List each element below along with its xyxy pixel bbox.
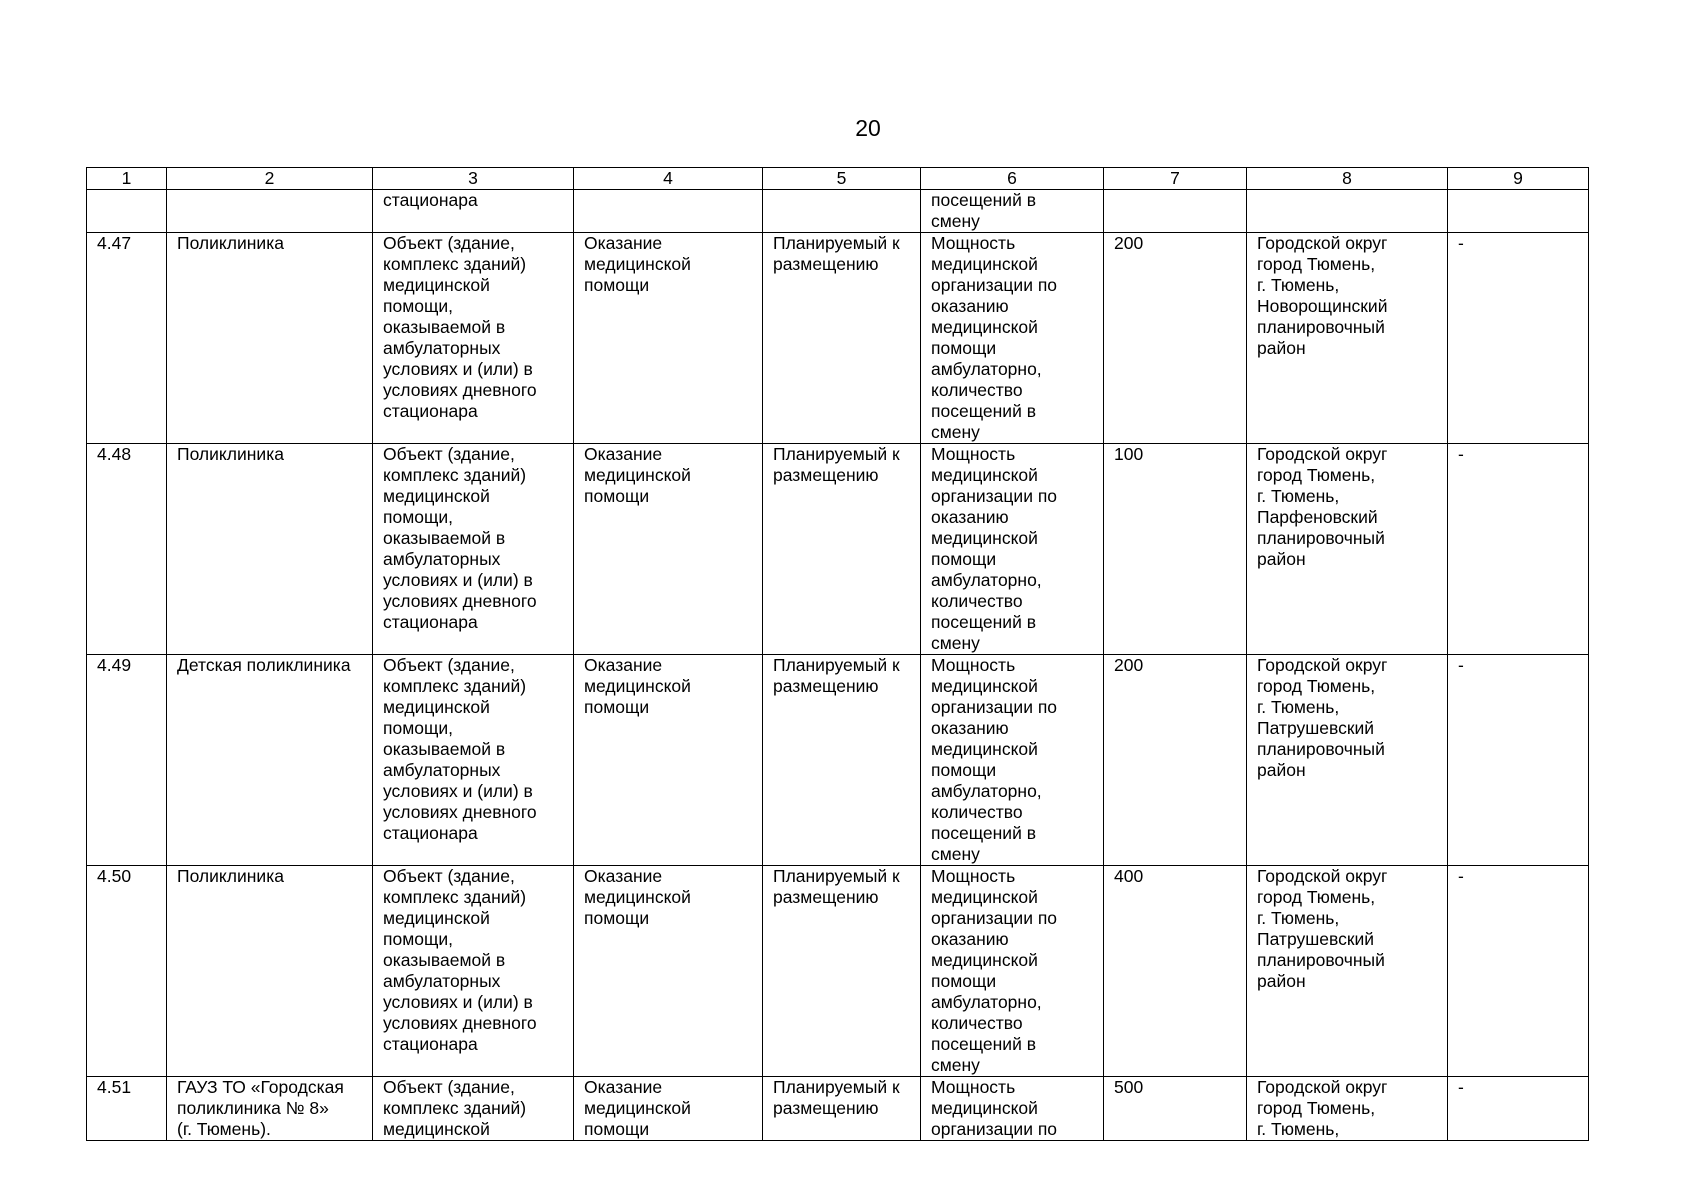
capacity-value: 200 [1104, 655, 1247, 866]
column-number: 4 [574, 168, 763, 190]
object-purpose: Оказание медицинской помощи [574, 866, 763, 1077]
table-row [87, 655, 1589, 866]
capacity-value: 500 [1104, 1077, 1247, 1141]
zone-note: - [1448, 655, 1589, 866]
column-number: 9 [1448, 168, 1589, 190]
column-number: 7 [1104, 168, 1247, 190]
object-name: Поликлиника [167, 866, 373, 1077]
capacity-description: Мощность медицинской организации по оказанию медицинской помощи амбулаторно, количество посещений в смену [921, 444, 1104, 655]
zone-note: - [1448, 1077, 1589, 1141]
object-status: Планируемый к размещению [763, 233, 921, 444]
facilities-table [86, 167, 1589, 1141]
object-name: Поликлиника [167, 444, 373, 655]
location: Городской округ город Тюмень, г. Тюмень, Парфеновский планировочный район [1247, 444, 1448, 655]
object-status: Планируемый к размещению [763, 655, 921, 866]
capacity-description: Мощность медицинской организации по оказанию медицинской помощи амбулаторно, количество посещений в смену [921, 866, 1104, 1077]
zone-note: - [1448, 444, 1589, 655]
object-type: Объект (здание, комплекс зданий) медицинской помощи, оказываемой в амбулаторных условиях и (или) в условиях дневного стационара [373, 655, 574, 866]
object-status: Планируемый к размещению [763, 866, 921, 1077]
capacity-value: 200 [1104, 233, 1247, 444]
table-row [87, 866, 1589, 1077]
row-number: 4.48 [87, 444, 167, 655]
object-type: Объект (здание, комплекс зданий) медицинской помощи, оказываемой в амбулаторных условиях и (или) в условиях дневного стационара [373, 866, 574, 1077]
row-number: 4.50 [87, 866, 167, 1077]
capacity-value: 400 [1104, 866, 1247, 1077]
capacity-description: посещений в смену [921, 190, 1104, 233]
table-row [87, 444, 1589, 655]
capacity-value: 100 [1104, 444, 1247, 655]
column-number: 2 [167, 168, 373, 190]
column-number: 5 [763, 168, 921, 190]
location: Городской округ город Тюмень, г. Тюмень, Патрушевский планировочный район [1247, 866, 1448, 1077]
capacity-description: Мощность медицинской организации по [921, 1077, 1104, 1141]
column-number-row [87, 168, 1589, 190]
object-purpose [574, 190, 763, 233]
column-number: 8 [1247, 168, 1448, 190]
row-number: 4.49 [87, 655, 167, 866]
zone-note [1448, 190, 1589, 233]
object-name: Детская поликлиника [167, 655, 373, 866]
object-type: Объект (здание, комплекс зданий) медицинской [373, 1077, 574, 1141]
table-row [87, 1077, 1589, 1141]
object-name: Поликлиника [167, 233, 373, 444]
zone-note: - [1448, 233, 1589, 444]
row-number [87, 190, 167, 233]
object-type: стационара [373, 190, 574, 233]
object-type: Объект (здание, комплекс зданий) медицинской помощи, оказываемой в амбулаторных условиях и (или) в условиях дневного стационара [373, 444, 574, 655]
row-number: 4.51 [87, 1077, 167, 1141]
object-purpose: Оказание медицинской помощи [574, 655, 763, 866]
page-number: 20 [855, 115, 881, 141]
row-number: 4.47 [87, 233, 167, 444]
object-type: Объект (здание, комплекс зданий) медицинской помощи, оказываемой в амбулаторных условиях и (или) в условиях дневного стационара [373, 233, 574, 444]
column-number: 1 [87, 168, 167, 190]
object-status: Планируемый к размещению [763, 444, 921, 655]
capacity-description: Мощность медицинской организации по оказанию медицинской помощи амбулаторно, количество посещений в смену [921, 655, 1104, 866]
column-number: 6 [921, 168, 1104, 190]
location: Городской округ город Тюмень, г. Тюмень, Новорощинский планировочный район [1247, 233, 1448, 444]
object-purpose: Оказание медицинской помощи [574, 1077, 763, 1141]
object-purpose: Оказание медицинской помощи [574, 233, 763, 444]
capacity-value [1104, 190, 1247, 233]
object-status [763, 190, 921, 233]
object-purpose: Оказание медицинской помощи [574, 444, 763, 655]
capacity-description: Мощность медицинской организации по оказанию медицинской помощи амбулаторно, количество посещений в смену [921, 233, 1104, 444]
location [1247, 190, 1448, 233]
table-row [87, 233, 1589, 444]
object-name: ГАУЗ ТО «Городская поликлиника № 8» (г. Тюмень). [167, 1077, 373, 1141]
table-row [87, 190, 1589, 233]
object-status: Планируемый к размещению [763, 1077, 921, 1141]
location: Городской округ город Тюмень, г. Тюмень, Патрушевский планировочный район [1247, 655, 1448, 866]
object-name [167, 190, 373, 233]
zone-note: - [1448, 866, 1589, 1077]
column-number: 3 [373, 168, 574, 190]
location: Городской округ город Тюмень, г. Тюмень, [1247, 1077, 1448, 1141]
